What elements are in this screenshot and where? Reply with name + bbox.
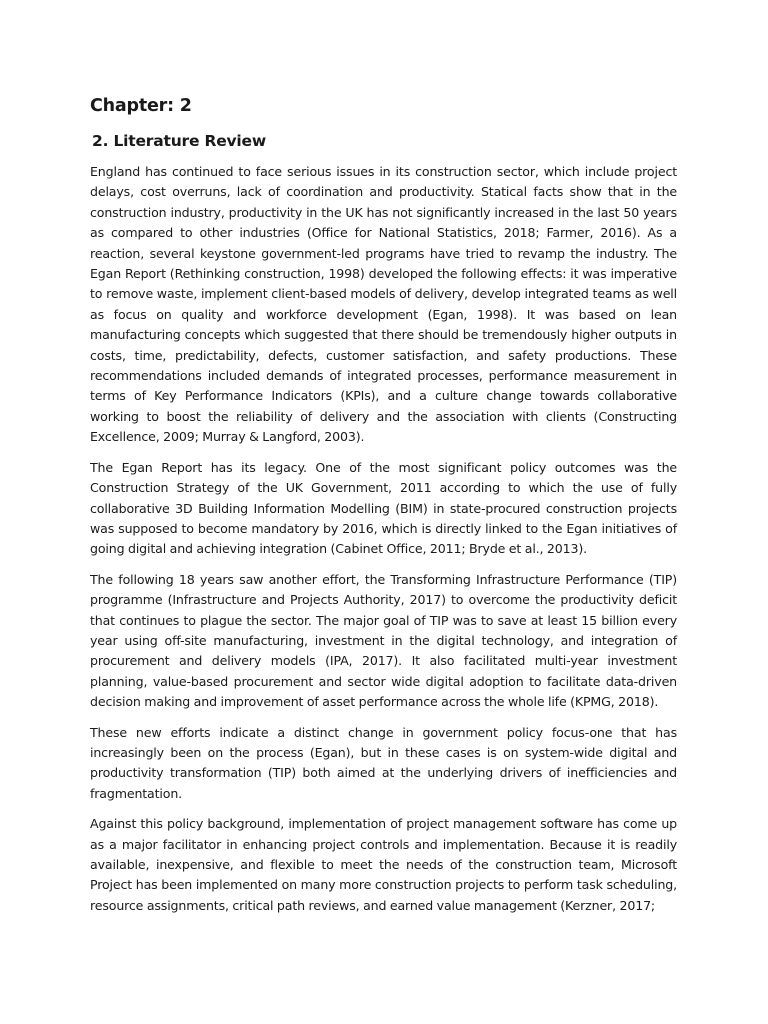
section-title: 2. Literature Review: [92, 132, 266, 150]
paragraph-project-software: Against this policy background, implementation of project management software has come up as a major facilitator in enhancing project controls and implementation. Because it is readily available, inexpensive, and flexible to meet the needs of the construction team, Microsoft Project has been implemented on many more construction projects to perform task scheduling, resource assignments, critical path reviews, and earned value management (Kerzner, 2017;: [90, 816, 677, 913]
chapter-title: Chapter: 2: [90, 96, 192, 116]
paragraph-egan-legacy: The Egan Report has its legacy. One of the most significant policy outcomes was the Construction Strategy of the UK Government, 2011 according to which the use of fully collaborative 3D Building Information Modelling (BIM) in state-procured construction projects was supposed to become mandatory by 2016, which is directly linked to the Egan initiatives of going digital and achieving integration (Cabinet Office, 2011; Bryde et al., 2013).: [90, 459, 677, 557]
paragraph-policy-shift: These new efforts indicate a distinct change in government policy focus-one that has increasingly been on the process (Egan), but in these cases is on system-wide digital and productivity transformation (TIP) both aimed at the underlying drivers of inefficiencies and fragmentation.: [90, 724, 677, 801]
document-body: [90, 94, 677, 926]
paragraph-tip-programme: The following 18 years saw another effort, the Transforming Infrastructure Performance (TIP) programme (Infrastructure and Projects Authority, 2017) to overcome the productivity deficit that continues to plague the sector. The major goal of TIP was to save at least 15 billion every year using off-site manufacturing, investment in the digital technology, and integration of procurement and delivery models (IPA, 2017). It also facilitated multi-year investment planning, value-based procurement and sector wide digital adoption to facilitate data-driven decision making and improvement of asset performance across the whole life (KPMG, 2018).: [90, 571, 677, 710]
paragraph-intro: England has continued to face serious issues in its construction sector, which include project delays, cost overruns, lack of coordination and productivity. Statical facts show that in the construction industry, productivity in the UK has not significantly increased in the last 50 years as compared to other industries (Office for National Statistics, 2018; Farmer, 2016). As a reaction, several keystone government-led programs have tried to revamp the industry. The Egan Report (Rethinking construction, 1998) developed the following effects: it was imperative to remove waste, implement client-based models of delivery, develop integrated teams as well as focus on quality and workforce development (Egan, 1998). It was based on lean manufacturing concepts which suggested that there should be tremendously higher outputs in costs, time, predictability, defects, customer satisfaction, and safety productions. These recommendations included demands of integrated processes, performance measurement in terms of Key Performance Indicators (KPIs), and a culture change towards collaborative working to boost the reliability of delivery and the association with clients (Constructing Excellence, 2009; Murray & Langford, 2003).: [90, 164, 677, 445]
